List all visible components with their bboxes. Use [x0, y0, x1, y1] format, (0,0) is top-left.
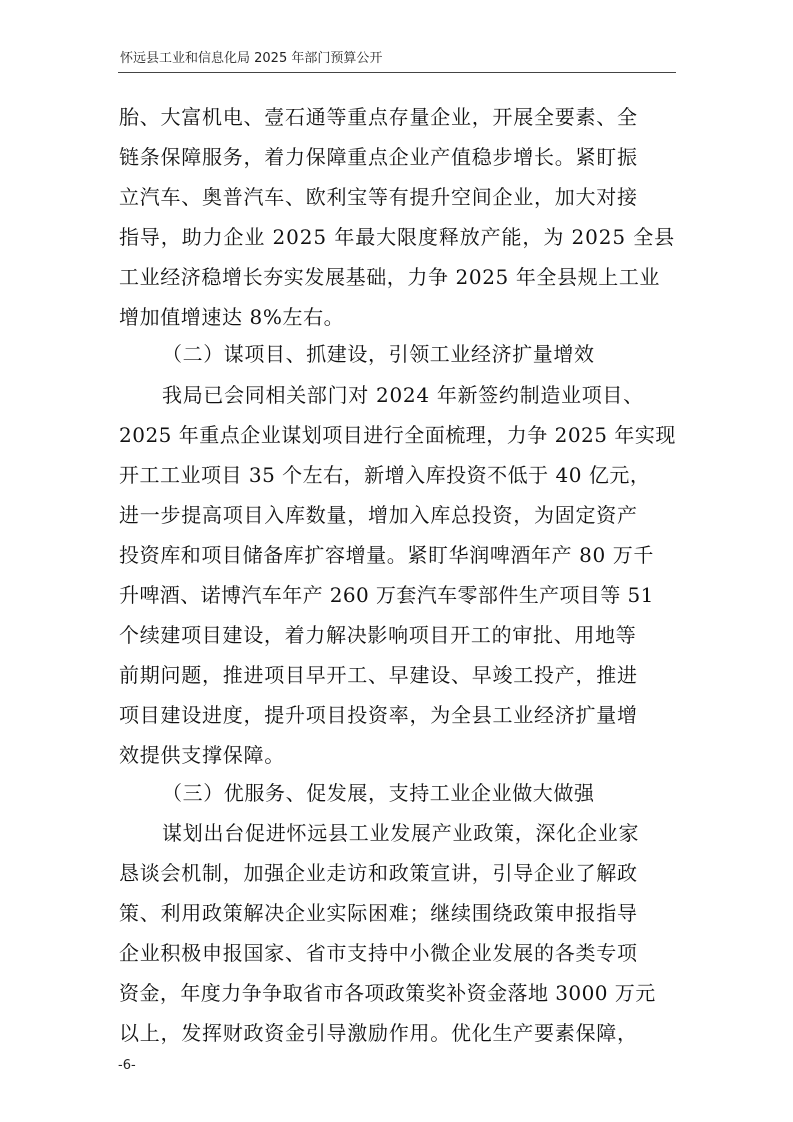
page-number: -6-: [118, 1058, 136, 1073]
paragraph-line: 指导，助力企业 2025 年最大限度释放产能，为 2025 全县: [119, 225, 676, 249]
paragraph-line: 恳谈会机制，加强企业走访和政策宣讲，引导企业了解政: [119, 860, 638, 885]
header-divider: [118, 72, 676, 73]
paragraph-line: 前期问题，推进项目早开工、早建设、早竣工投产，推进: [119, 663, 638, 688]
paragraph-line: 我局已会同相关部门对 2024 年新签约制造业项目、: [162, 383, 644, 408]
paragraph-line: 资金，年度力争争取省市各项政策奖补资金落地 3000 万元: [119, 980, 656, 1005]
paragraph-line: 以上，发挥财政资金引导激励作用。优化生产要素保障，: [119, 1020, 638, 1045]
paragraph-line: 个续建项目建设，着力解决影响项目开工的审批、用地等: [119, 623, 637, 648]
section-heading-2: （二）谋项目、抓建设，引领工业经济扩量增效: [162, 342, 595, 367]
paragraph-line: 进一步提高项目入库数量，增加入库总投资，为固定资产: [119, 503, 638, 528]
paragraph-line: 胎、大富机电、壹石通等重点存量企业，开展全要素、全: [119, 105, 638, 129]
paragraph-line: 企业积极申报国家、省市支持中小微企业发展的各类专项: [119, 940, 638, 965]
paragraph-line: 升啤酒、诺博汽车年产 260 万套汽车零部件生产项目等 51: [119, 583, 654, 608]
paragraph-line: 工业经济稳增长夯实发展基础，力争 2025 年全县规上工业: [119, 265, 661, 289]
paragraph-line: 增加值增速达 8%左右。: [119, 305, 345, 329]
section-heading-3: （三）优服务、促发展，支持工业企业做大做强: [162, 780, 595, 805]
paragraph-line: 效提供支撑保障。: [119, 743, 285, 768]
paragraph-line: 立汽车、奥普汽车、欧利宝等有提升空间企业，加大对接: [119, 185, 638, 209]
paragraph-line: 开工工业项目 35 个左右，新增入库投资不低于 40 亿元，: [119, 463, 651, 488]
page-header: 怀远县工业和信息化局 2025 年部门预算公开: [120, 51, 383, 66]
paragraph-line: 投资库和项目储备库扩容增量。紧盯华润啤酒年产 80 万千: [119, 543, 654, 568]
paragraph-line: 谋划出台促进怀远县工业发展产业政策，深化企业家: [162, 820, 640, 845]
paragraph-line: 2025 年重点企业谋划项目进行全面梳理，力争 2025 年实现: [119, 423, 676, 448]
paragraph-line: 项目建设进度，提升项目投资率，为全县工业经济扩量增: [119, 703, 638, 728]
paragraph-line: 策、利用政策解决企业实际困难；继续围绕政策申报指导: [119, 900, 638, 925]
paragraph-line: 链条保障服务，着力保障重点企业产值稳步增长。紧盯振: [119, 145, 638, 169]
